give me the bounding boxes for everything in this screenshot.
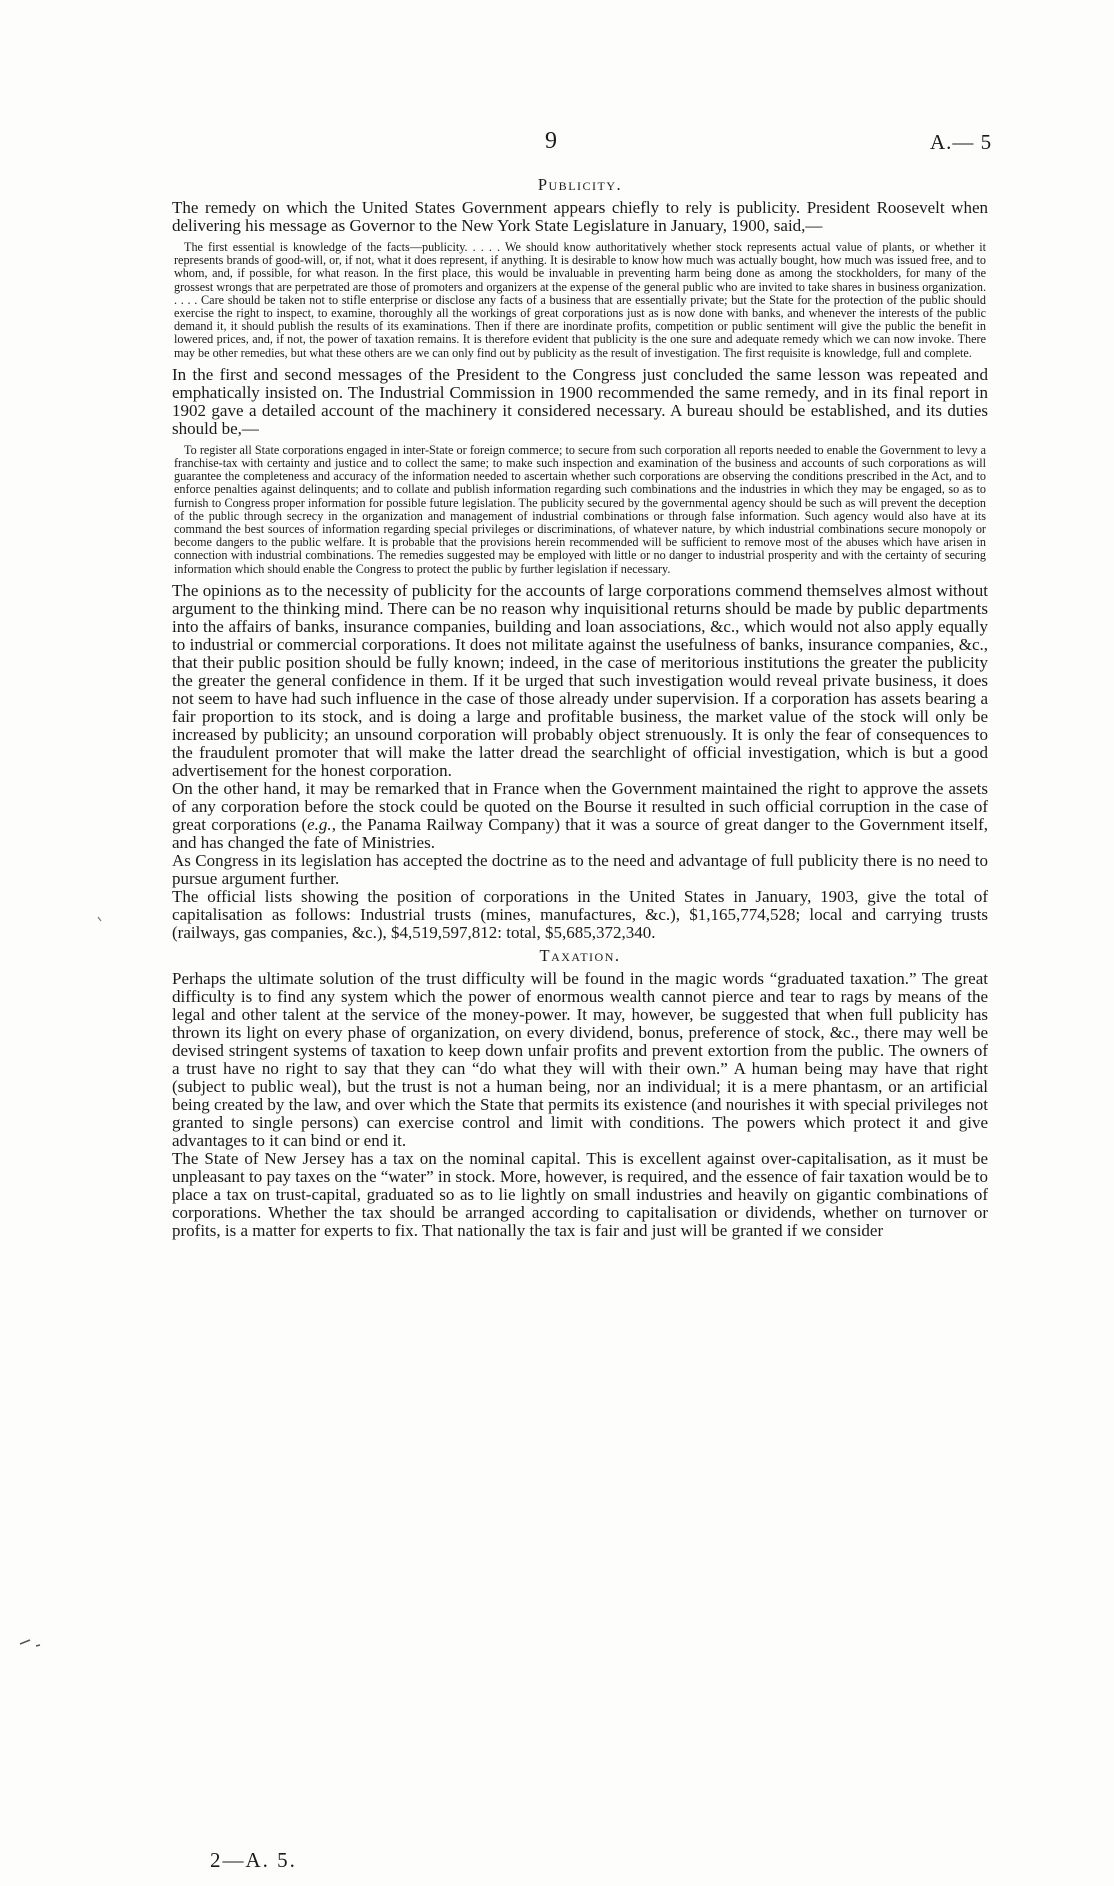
paragraph-congress-doctrine: As Congress in its legislation has accepted the doctrine as to the need and advantage of full publicity there is no need to pursue argument further. — [172, 850, 988, 888]
section-heading-taxation: Taxation. — [539, 945, 621, 965]
quote-industrial-commission: To register all State corporations engaged in inter-State or foreign commerce; to secure from such corporation all reports needed to enable the Government to levy a franchise-tax with certainty and justice and to collect the same; to make such inspection and examination of the business and accounts of such corporations as will guarantee the completeness and accuracy of the information needed to ascertain whether such corporations are observing the conditions prescribed in the Act, and to enforce penalties against delinquents; and to collate and publish information regarding such combinations and the industries in which they may be engaged, so as to furnish to Congress proper information for possible future legislation. The publicity secured by the governmental agency should be such as will prevent the deception of the public through secrecy in the organization and management of industrial combinations or through false information. Such agency would also have at its command the best sources of information regarding special privileges or discriminations, of whatever nature, by which industrial combinations secure monopoly or become dangers to the public welfare. It is probable that the provisions herein recommended will be sufficient to remove most of the abuses which have arisen in connection with industrial combinations. The remedies suggested may be employed with little or no danger to industrial prosperity and with the certainty of securing information which should enable the Congress to protect the public by further legislation if necessary. — [174, 442, 986, 576]
paragraph-france — [172, 780, 988, 852]
paragraph-new-jersey: The State of New Jersey has a tax on the nominal capital. This is excellent against over-capitalisation, as it must be unpleasant to pay taxes on the “water” in stock. More, however, is required, and the essence of fair taxation would be to place a tax on trust-capital, graduated so as to lie lightly on small industries and heavily on gigantic combinations of corporations. Whether the tax should be arranged according to capitalisation or dividends, whether on turnover or profits, is a matter for experts to fix. That nationally the tax is fair and just will be granted if we consider — [172, 1148, 988, 1240]
page-number: 9 — [545, 128, 557, 154]
page-content — [172, 174, 988, 1240]
paragraph-publicity-intro: The remedy on which the United States Government appears chiefly to rely is publicity. President Roosevelt when delivering his message as Governor to the New York State Legislature in January, 1900, said,— — [172, 198, 988, 235]
margin-tick — [36, 1645, 40, 1646]
signature-mark: 2—A. 5. — [210, 1848, 297, 1872]
france-text-a: On the other hand, it may be remarked that in France when the Government maintained the right to approve the assets of any corporation before the stock could be quoted on the Bourse it resulted in such official corruption in the case of great corporations ( — [172, 778, 988, 834]
paper-reference: A.— 5 — [930, 130, 993, 154]
paragraph-congress-messages: In the first and second messages of the President to the Congress just concluded the same lesson was repeated and emphatically insisted on. The Industrial Commission in 1900 recommended the same remedy, and in its final report in 1902 gave a detailed account of the machinery it considered necessary. A bureau should be established, and its duties should be,— — [172, 364, 988, 438]
france-text-eg: e.g. — [307, 814, 332, 834]
margin-tick — [98, 917, 101, 921]
page-header — [0, 128, 1114, 158]
paragraph-opinions: The opinions as to the necessity of publicity for the accounts of large corporations commend themselves almost without argument to the thinking mind. There can be no reason why inquisitional returns should be made by public departments into the affairs of banks, insurance companies, building and loan associations, &c., which would not also apply equally to industrial or commercial corporations. It does not militate against the usefulness of banks, insurance companies, &c., that their public position should be fully known; indeed, in the case of meritorious institutions the greater the publicity the greater the general confidence in them. If it be urged that such investigation would reveal private business, it does not seem to have had such influence in the case of those already under supervision. If a corporation has assets bearing a fair proportion to its stock, and is doing a large and profitable business, the market value of the stock will only be increased by publicity; an unsound corporation will probably object strenuously. It is only the fear of consequences to the fraudulent promoter that will make the latter dread the searchlight of official investigation, which is but a good advertisement for the honest corporation. — [172, 580, 988, 780]
section-heading-publicity: Publicity. — [537, 175, 623, 194]
france-text-b: , the Panama Railway Company) that it was a source of great danger to the Government itself, and has changed the fate of Ministries. — [172, 814, 988, 852]
paragraph-official-lists: The official lists showing the position of corporations in the United States in January, 1903, give the total of capitalisation as follows: Industrial trusts (mines, manufactures, &c.), $1,165,774,528; local and carrying trusts (railways, gas companies, &c.), $4,519,597,812: total, $5,685,372,340. — [172, 886, 988, 942]
quote-roosevelt: The first essential is knowledge of the facts—publicity. . . . . We should know authoritatively whether stock represents actual value of plants, or whether it represents brands of good-will, or, if not, what it does represent, if anything. It is desirable to know how much was actually bought, how much was issued free, and to whom, and, if possible, for what reason. In the first place, this would be invaluable in preventing harm being done as among the stockholders, for many of the grossest wrongs that are perpetrated are those of promoters and organizers at the expense of the general public who are invited to take shares in business organization. . . . . Care should be taken not to stifle enterprise or disclose any facts of a business that are essentially private; but the State for the protection of the public should exercise the right to inspect, to examine, thoroughly all the workings of great corporations just as is now done with banks, and whenever the interests of the public demand it, it should publish the results of its examinations. Then if there are inordinate profits, competition or public sentiment will give the public the benefit in lowered prices, and, if not, the power of taxation remains. It is therefore evident that publicity is the one sure and adequate remedy which we can now invoke. There may be other remedies, but what these others are we can only find out by publicity as the result of investigation. The first requisite is knowledge, full and complete. — [174, 240, 986, 360]
margin-tick — [20, 1640, 30, 1644]
paragraph-taxation: Perhaps the ultimate solution of the trust difficulty will be found in the magic words “graduated taxation.” The great difficulty is to find any system which the power of enormous wealth cannot pierce and tear to rags by means of the legal and other talent at the service of the money-power. It may, however, be suggested that when full publicity has thrown its light on every phase of organization, on every dividend, bonus, preference of stock, &c., there may well be devised stringent systems of taxation to keep down unfair profits and prevent extortion from the public. The owners of a trust have no right to say that they can “do what they will with their own.” A human being may have that right (subject to public weal), but the trust is not a human being, nor an individual; it is a mere phantasm, or an artificial being created by the law, and over which the State that permits its existence (and nourishes it with special privileges not granted to single persons) can exercise control and limit with conditions. The powers which protect it and give advantages to it can bind or end it. — [172, 968, 988, 1150]
